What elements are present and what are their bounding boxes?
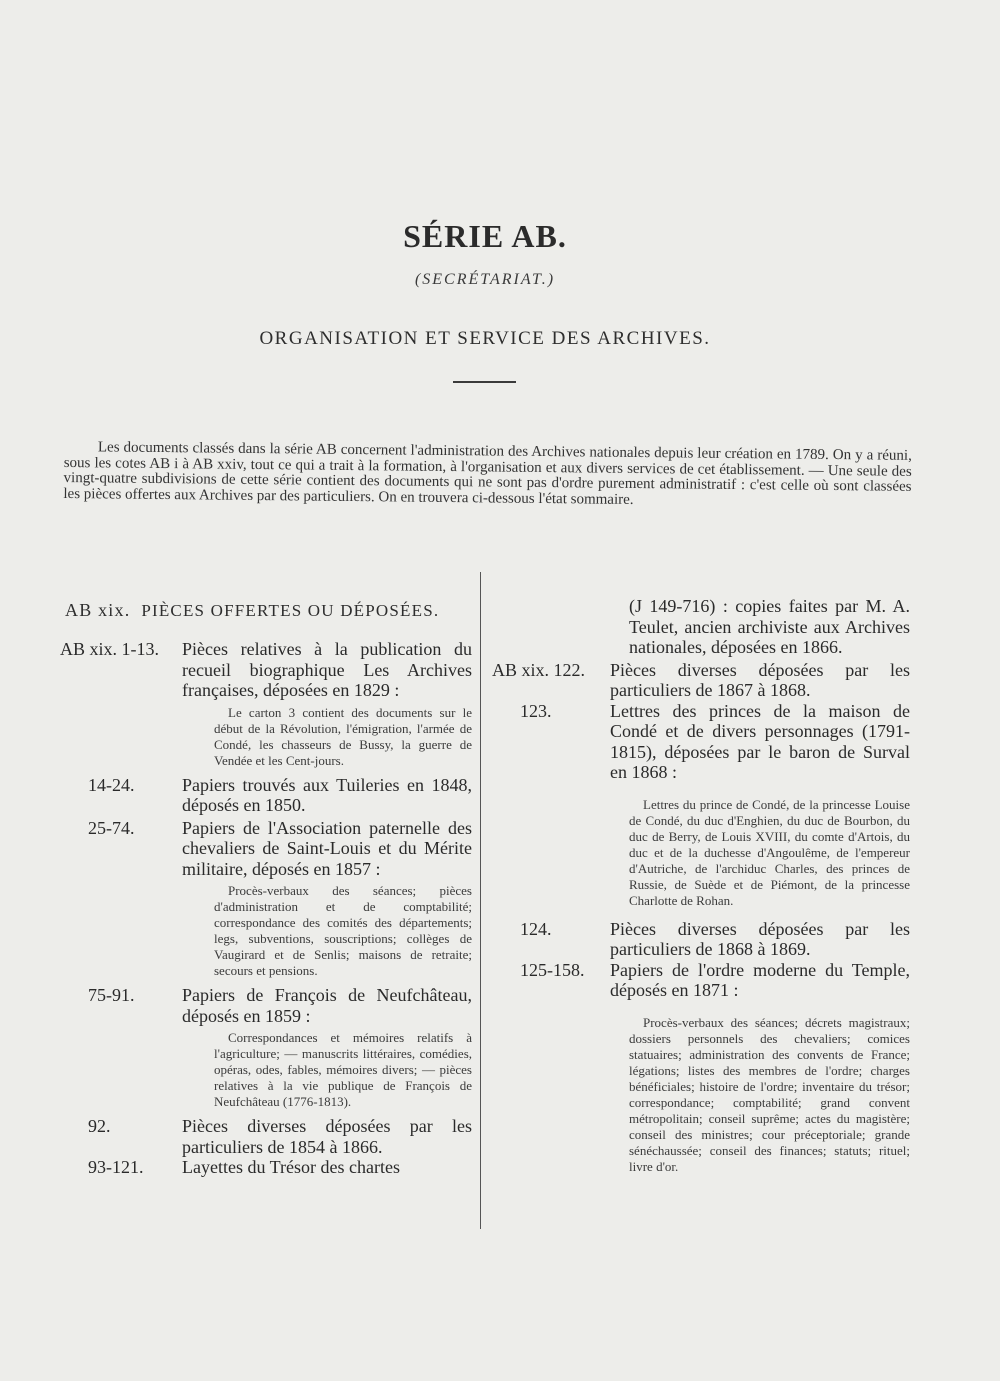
list-item: [60, 985, 472, 1026]
list-item: [492, 701, 910, 783]
list-item: [60, 1116, 472, 1157]
entry-number: AB xix. 122.: [492, 659, 586, 680]
entry-number: 93-121.: [88, 1157, 144, 1177]
entry-number: 25-74.: [88, 817, 135, 838]
entry-number: 123.: [520, 700, 552, 721]
list-item: [492, 660, 910, 701]
page-title: SÉRIE AB.: [403, 218, 567, 254]
entry-note: Procès-verbaux des séances; pièces d'administration et de comptabilité; correspondance des comités des départements; legs, subventions, souscriptions; collèges de Vaugirard et de Senlis; maisons de retraite; secours et pensions.: [214, 883, 472, 978]
entry-number: 75-91.: [88, 985, 135, 1005]
entry-number: 124.: [520, 918, 552, 939]
list-item: [60, 639, 472, 701]
entry-note: Lettres du prince de Condé, de la princesse Louise de Condé, du duc d'Enghien, du duc de Bourbon, du duc de Berry, de Louis XVIII, du comte d'Artois, du duc et de la duchesse d'Angoulême, de l'empereur d'Autriche, de l'archiduc Charles, des princes de Russie, de Suède et de Piémont, de la princesse Charlotte de Rohan.: [629, 796, 910, 908]
entry-continuation: (J 149-716) : copies faites par M. A. Teulet, ancien archiviste aux Archives nationales, déposées en 1866.: [629, 596, 910, 657]
entry-text: Pièces diverses déposées par les particuliers de 1867 à 1868.: [610, 659, 910, 700]
entry-number: 14-24.: [88, 774, 135, 795]
entry-text: Papiers de l'ordre moderne du Temple, déposés en 1871 :: [610, 959, 910, 1000]
entry-text: Pièces diverses déposées par les particuliers de 1854 à 1866.: [182, 1116, 472, 1157]
entry-number: AB xix. 1-13.: [60, 639, 159, 659]
entry-note: Procès-verbaux des séances; décrets magistraux; dossiers personnels des chevaliers; comices statuaires; administration des convents de France; légations; listes des membres de l'ordre; charges bénéficiales; histoire de l'ordre; inventaire du trésor; correspondance; comptabilité; grand convent métropolitain; conseil suprême; actes du magistère; conseil des ministres; cour préceptoriale; grande sénéchaussée; conseil des finances; statuts; rituel; livre d'or.: [629, 1014, 910, 1174]
intro-paragraph: Les documents classés dans la série AB concernent l'administration des Archives nationales depuis leur création en 1789. On y a réuni, sous les cotes AB i à AB xxiv, tout ce qui a trait à la formation, à l'organisation et aux divers services de cet établissement. — Une seule des vingt-quatre subdivisions de cette série contient des documents qui ne sont pas d'ordre purement administratif : c'est celle où sont classées les pièces offertes aux Archives par des particuliers. On en trouvera ci-dessous l'état sommaire.: [63, 439, 912, 508]
entry-text: Pièces diverses déposées par les particuliers de 1868 à 1869.: [610, 918, 910, 959]
page-subtitle: (SECRÉTARIAT.): [414, 271, 556, 288]
entry-text: Papiers de l'Association paternelle des chevaliers de Saint-Louis et du Mérite militaire, déposés en 1857 :: [182, 817, 472, 879]
section-title: ORGANISATION ET SERVICE DES ARCHIVES.: [259, 328, 711, 349]
subseries-heading: [65, 600, 472, 621]
list-item: [60, 775, 472, 816]
entry-text: Pièces relatives à la publication du recueil biographique Les Archives françaises, déposées en 1829 :: [182, 639, 472, 700]
entry-number: 125-158.: [520, 959, 585, 980]
subseries-code: AB xix.: [65, 600, 131, 620]
subseries-title: PIÈCES OFFERTES OU DÉPOSÉES.: [141, 601, 440, 620]
left-column: [60, 600, 472, 1178]
entry-number: 92.: [88, 1116, 111, 1136]
column-divider: [480, 572, 481, 1229]
entry-text: Papiers trouvés aux Tuileries en 1848, déposés en 1850.: [182, 774, 472, 815]
list-item: [60, 818, 472, 880]
entry-note: Correspondances et mémoires relatifs à l'agriculture; — manuscrits littéraires, comédies, opéras, odes, fables, mémoires divers; — pièces relatives à la vie publique de François de Neufchâteau (1776-1813).: [214, 1030, 472, 1109]
entry-note: Le carton 3 contient des documents sur le début de la Révolution, l'émigration, l'armée de Condé, les chasseurs de Bussy, la guerre de Vendée et les Cent-jours.: [214, 704, 472, 768]
entry-text: Papiers de François de Neufchâteau, déposés en 1859 :: [182, 985, 472, 1026]
title-divider: [453, 381, 516, 383]
list-item: [60, 1157, 472, 1178]
right-column: [492, 596, 910, 1181]
entry-text: Lettres des princes de la maison de Condé et de divers personnages (1791-1815), déposées par le baron de Surval en 1868 :: [610, 700, 910, 782]
list-item: [492, 960, 910, 1001]
entry-text: Layettes du Trésor des chartes: [182, 1157, 400, 1177]
list-item: [492, 919, 910, 960]
